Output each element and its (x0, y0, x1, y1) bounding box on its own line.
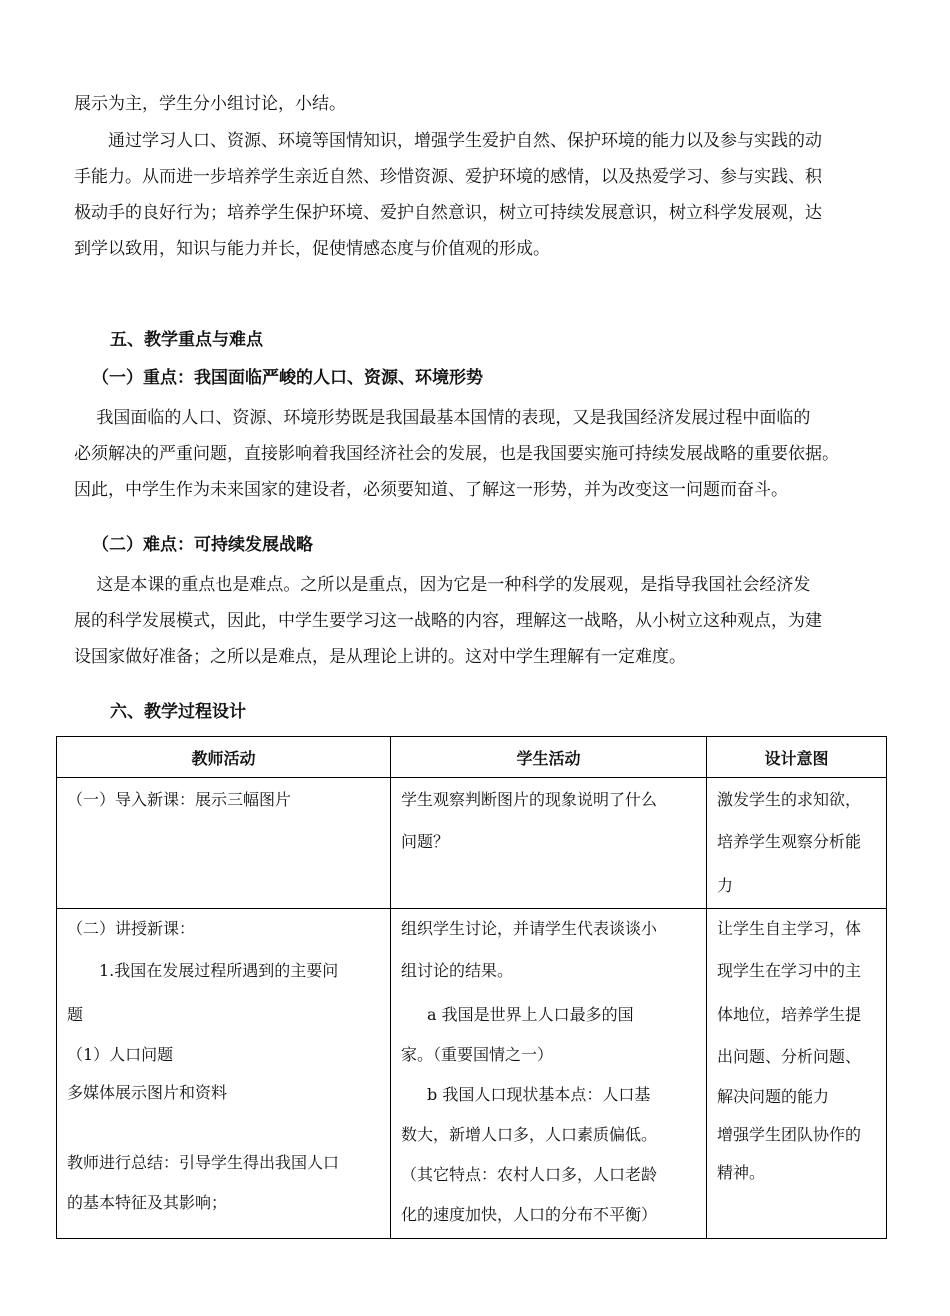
intro-first-line (74, 86, 890, 122)
text-line: 我国面临的人口、资源、环境形势既是我国最基本国情的表现，又是我国经济发展过程中面临的 (74, 408, 811, 428)
cell-text: 激发学生的求知欲， (717, 790, 862, 809)
cell-text: 问题？ (401, 832, 450, 851)
cell-text: 组织学生讨论，并请学生代表谈谈小 (401, 919, 658, 938)
cell-text: 让学生自主学习，体 (717, 919, 862, 938)
text-line: 手能力。从而进一步培养学生亲近自然、珍惜资源、爱护环境的感情，以及热爱学习、参与实践、积 (74, 167, 822, 187)
text-line: 极动手的良好行为；培养学生保护环境、爱护自然意识，树立可持续发展意识，树立科学发展观，达 (74, 203, 822, 223)
cell-text: 力 (717, 876, 734, 895)
header-design-intent: 设计意图 (707, 737, 887, 778)
cell-text: （1）人口问题 (67, 1045, 174, 1064)
text-line: 这是本课的重点也是难点。之所以是重点，因为它是一种科学的发展观，是指导我国社会经济发 (74, 575, 811, 595)
cell-text: 体地位，培养学生提 (717, 1005, 862, 1024)
row1-intent-cell (707, 778, 887, 909)
text-line: 展的科学发展模式，因此，中学生要学习这一战略的内容，理解这一战略，从小树立这种观点，为建 (74, 611, 822, 631)
row2-teacher-cell (57, 909, 391, 1239)
cell-text: （一）导入新课：展示三幅图片 (67, 790, 292, 809)
cell-text: 增强学生团队协作的 (717, 1125, 862, 1144)
table-row (57, 909, 887, 1239)
cell-text: 化的速度加快，人口的分布不平衡） (401, 1205, 658, 1224)
cell-text: 的基本特征及其影响； (67, 1193, 228, 1212)
cell-text: 教师进行总结：引导学生得出我国人口 (67, 1153, 340, 1172)
cell-text: 培养学生观察分析能 (717, 832, 862, 851)
cell-text: b 我国人口现状基本点：人口基 (427, 1085, 651, 1104)
text-line: 展示为主，学生分小组讨论，小结。 (74, 94, 346, 114)
cell-text: 多媒体展示图片和资料 (67, 1083, 228, 1102)
header-teacher-activity: 教师活动 (57, 737, 391, 778)
difficult-point-paragraph (74, 567, 890, 675)
cell-text: 1.我国在发展过程所遇到的主要问 (99, 961, 339, 980)
header-student-activity: 学生活动 (391, 737, 707, 778)
key-point-paragraph (74, 400, 890, 508)
cell-text: 学生观察判断图片的现象说明了什么 (401, 790, 658, 809)
cell-text: （二）讲授新课： (67, 919, 196, 938)
row2-student-cell (391, 909, 707, 1239)
cell-text: 组讨论的结果。 (401, 961, 514, 980)
cell-text: 家。（重要国情之一） (401, 1045, 554, 1064)
text-line: 设国家做好准备；之所以是难点，是从理论上讲的。这对中学生理解有一定难度。 (74, 647, 686, 667)
teaching-process-table (56, 736, 887, 1239)
section6-title: 六、教学过程设计 (110, 702, 246, 722)
text-line: 通过学习人口、资源、环境等国情知识，增强学生爱护自然、保护环境的能力以及参与实践的动 (74, 131, 822, 151)
row2-intent-cell (707, 909, 887, 1239)
table-header-row (57, 737, 887, 778)
key-point-title: （一）重点：我国面临严峻的人口、资源、环境形势 (92, 368, 483, 388)
text-line: 必须解决的严重问题，直接影响着我国经济社会的发展，也是我国要实施可持续发展战略的重要依据。 (74, 444, 839, 464)
cell-text: 精神。 (717, 1163, 766, 1182)
cell-text: 现学生在学习中的主 (717, 961, 862, 980)
table-row (57, 778, 887, 909)
cell-text: a 我国是世界上人口最多的国 (427, 1005, 634, 1024)
cell-text: （其它特点：农村人口多，人口老龄 (401, 1165, 658, 1184)
cell-text: 题 (67, 1005, 84, 1024)
cell-text (67, 1113, 382, 1141)
section5-title: 五、教学重点与难点 (110, 330, 263, 350)
intro-paragraph (74, 123, 890, 267)
row1-teacher-cell (57, 778, 391, 909)
text-line: 因此，中学生作为未来国家的建设者，必须要知道、了解这一形势，并为改变这一问题而奋斗。 (74, 480, 788, 500)
difficult-point-title: （二）难点：可持续发展战略 (92, 535, 313, 555)
text-line: 到学以致用，知识与能力并长，促使情感态度与价值观的形成。 (74, 239, 550, 259)
cell-text: 出问题、分析问题、 (717, 1047, 862, 1066)
cell-text: 解决问题的能力 (717, 1087, 830, 1106)
row1-student-cell (391, 778, 707, 909)
cell-text: 数大，新增人口多，人口素质偏低。 (401, 1125, 658, 1144)
